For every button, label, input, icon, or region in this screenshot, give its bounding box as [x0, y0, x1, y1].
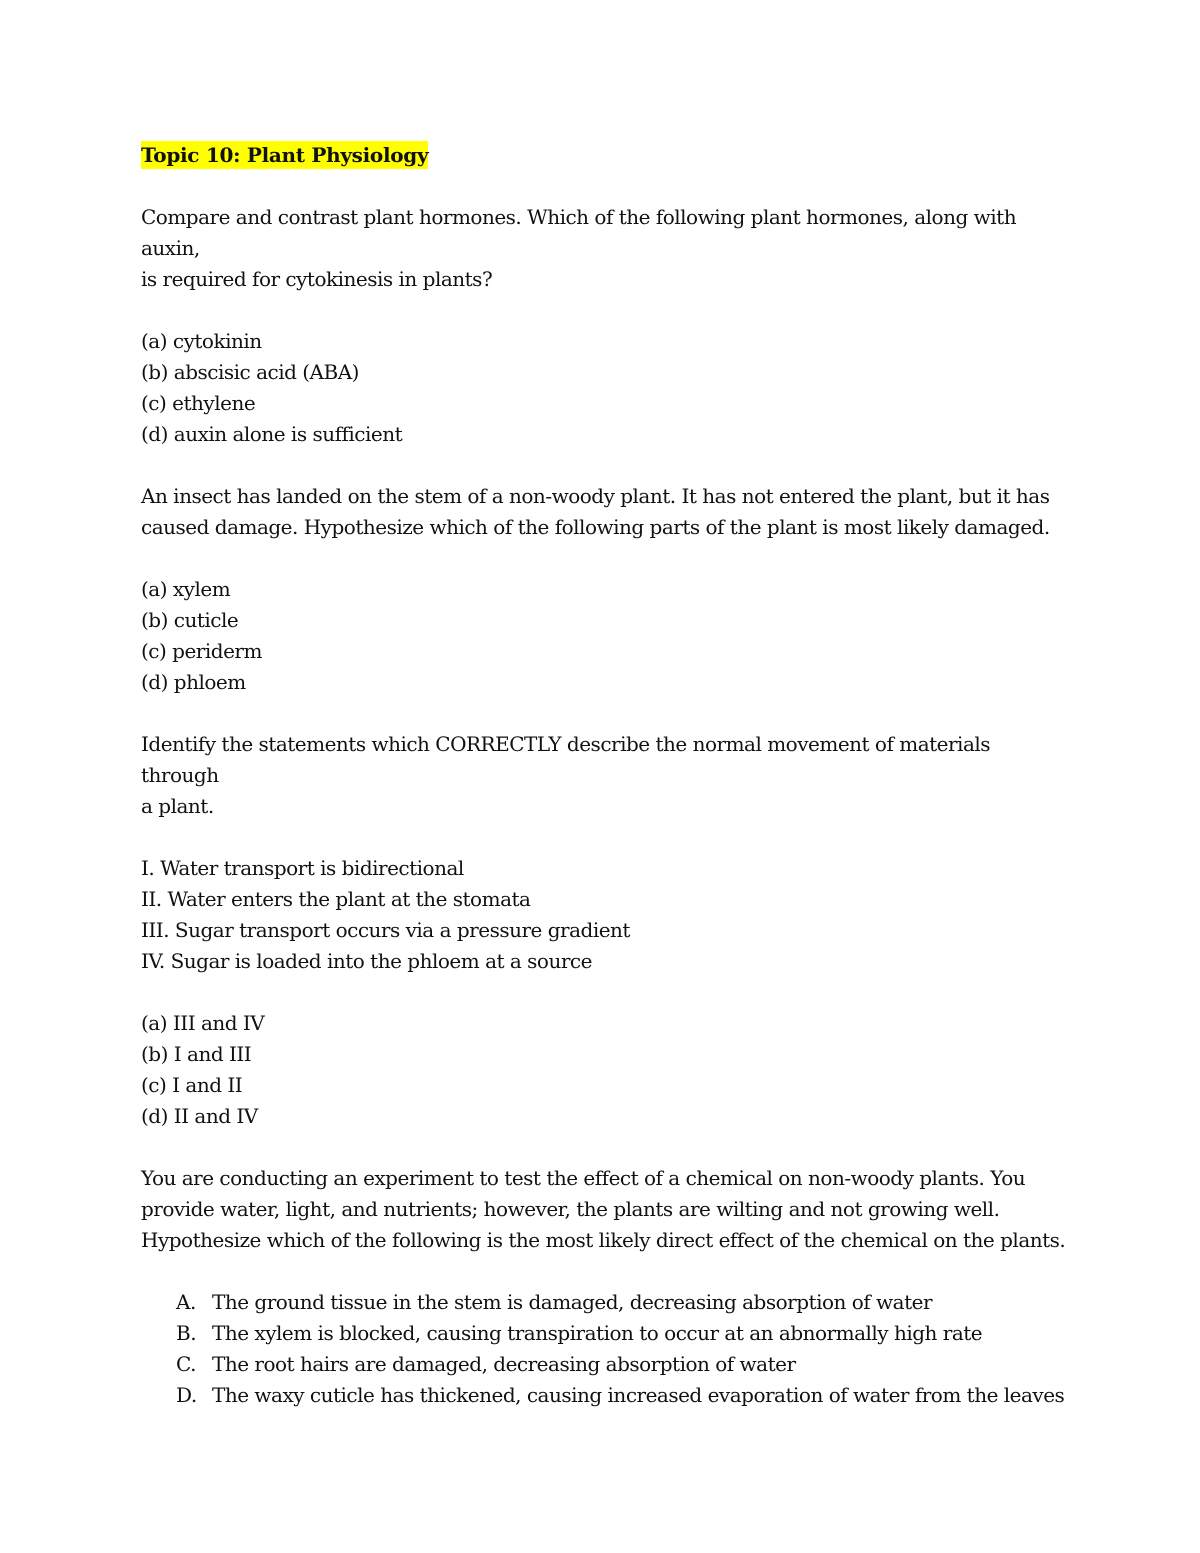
question-text-line: You are conducting an experiment to test the effect of a chemical on non-woody plants. You [141, 1166, 1026, 1190]
question-text-line: Identify the statements which CORRECTLY describe the normal movement of materials through [141, 732, 991, 787]
question-text-line: a plant. [141, 794, 214, 818]
answer-option: (a) xylem [141, 577, 231, 601]
question-text-line: provide water, light, and nutrients; however, the plants are wilting and not growing well. [141, 1197, 1000, 1221]
option-text: The xylem is blocked, causing transpiration to occur at an abnormally high rate [212, 1321, 983, 1345]
statement-item: I. Water transport is bidirectional [141, 856, 464, 880]
option-text: The ground tissue in the stem is damaged, decreasing absorption of water [212, 1290, 933, 1314]
statement-item: III. Sugar transport occurs via a pressure gradient [141, 918, 630, 942]
answer-option: (c) I and II [141, 1073, 243, 1097]
answer-option: (b) abscisic acid (ABA) [141, 360, 359, 384]
question-text-line: Compare and contrast plant hormones. Which of the following plant hormones, along with auxin, [141, 205, 1017, 260]
question-text-line: An insect has landed on the stem of a non-woody plant. It has not entered the plant, but it has [141, 484, 1050, 508]
answer-option [141, 1287, 1071, 1318]
statement-item: IV. Sugar is loaded into the phloem at a source [141, 949, 592, 973]
option-letter: D. [176, 1383, 197, 1407]
option-text: The root hairs are damaged, decreasing absorption of water [212, 1352, 796, 1376]
option-letter: C. [176, 1352, 196, 1376]
answer-option: (d) auxin alone is sufficient [141, 422, 403, 446]
title-line [141, 140, 1071, 171]
question-4 [141, 1163, 1071, 1411]
answer-option: (b) cuticle [141, 608, 239, 632]
answer-option: (c) ethylene [141, 391, 256, 415]
answer-option: (b) I and III [141, 1042, 252, 1066]
answer-option: (a) III and IV [141, 1011, 265, 1035]
answer-option [141, 1349, 1071, 1380]
lettered-options-list [141, 1287, 1071, 1411]
answer-option: (c) periderm [141, 639, 262, 663]
answer-option: (d) phloem [141, 670, 246, 694]
option-letter: A. [176, 1290, 196, 1314]
question-3 [141, 729, 1071, 1132]
option-text: The waxy cuticle has thickened, causing increased evaporation of water from the leaves [212, 1383, 1065, 1407]
answer-option: (a) cytokinin [141, 329, 262, 353]
answer-option: (d) II and IV [141, 1104, 258, 1128]
question-text-line: is required for cytokinesis in plants? [141, 267, 493, 291]
answer-option [141, 1318, 1071, 1349]
question-text-line: Hypothesize which of the following is the most likely direct effect of the chemical on the plants. [141, 1228, 1066, 1252]
statement-item: II. Water enters the plant at the stomata [141, 887, 531, 911]
document-title: Topic 10: Plant Physiology [141, 143, 429, 167]
option-letter: B. [176, 1321, 197, 1345]
question-text-line: caused damage. Hypothesize which of the following parts of the plant is most likely damaged. [141, 515, 1050, 539]
question-2 [141, 481, 1071, 698]
question-1 [141, 202, 1071, 450]
document-page [141, 140, 1071, 1411]
answer-option [141, 1380, 1071, 1411]
